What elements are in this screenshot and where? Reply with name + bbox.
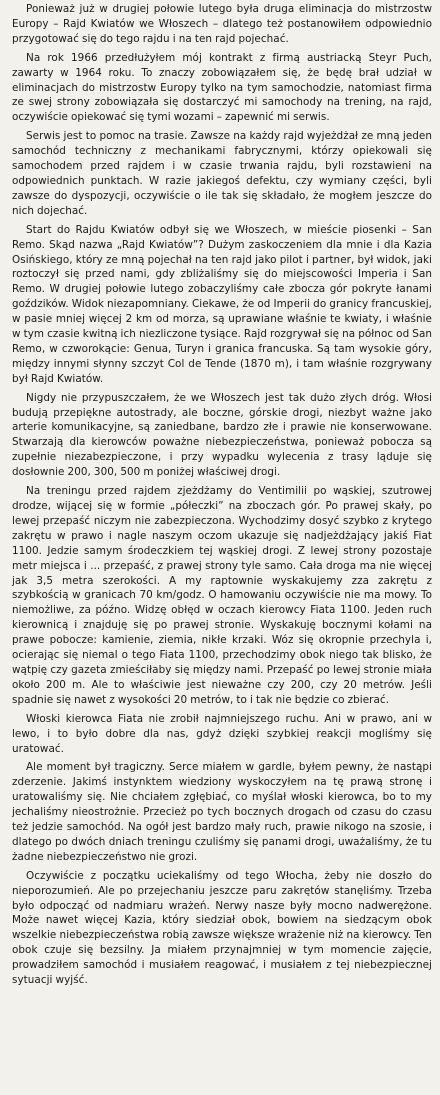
paragraph-1: Ponieważ już w drugiej połowie lutego była druga eliminacja do mistrzostw Europy – Rajd Kwiatów we Włoszech – dlatego też postanowiłem odpowiednio przygotować się do tego rajdu i na ten rajd pojechać. bbox=[12, 3, 432, 45]
paragraph-3: Serwis jest to pomoc na trasie. Zawsze na każdy rajd wyjeżdżał ze mną jeden samochód techniczny z mechanikami fabrycznymi, którzy opiekowali się samochodem przed rajdem i w czasie trwania rajdu, byli rozstawieni na odpowiednich punktach. W razie jakiegoś defektu, czy wymiany części, byli zawsze do dyspozycji, oczywiście o ile tak się składało, że mogłem jeszcze do nich dojechać. bbox=[12, 130, 432, 217]
paragraph-7: Włoski kierowca Fiata nie zrobił najmniejszego ruchu. Ani w prawo, ani w lewo, i to było dobre dla nas, gdyż dzięki szybkiej reakcji mogliśmy się uratować. bbox=[12, 712, 432, 755]
paragraph-5: Nigdy nie przypuszczałem, że we Włoszech jest tak dużo złych dróg. Włosi budują przepiękne autostrady, ale boczne, górskie drogi, niezbyt ważne jako arterie komunikacyjne, są zaniedbane, bardzo złe i prawie nie konserwowane. Stwarzają dla kierowców poważne niebezpieczeństwa, ponieważ pobocza są zupełnie niezabezpieczone, i przy wypadku wylecenia z trasy ląduje się dosłownie 200, 300, 500 m poniżej właściwej drogi. bbox=[12, 391, 432, 479]
paragraph-8: Ale moment był tragiczny. Serce miałem w gardle, byłem pewny, że nastąpi zderzenie. Jakimś instynktem wiedziony wyskoczyłem na tę prawą stronę i uratowaliśmy się. Nie chciałem zgłębiać, co myślał włoski kierowca, bo to my jechaliśmy nieostrożnie. Przecież po tych bocznych drogach od czasu do czasu też jedzie samochód. Na ogół jest bardzo mały ruch, prawie nikogo na szosie, i dlatego po dwóch dniach treningu czuliśmy się panami drogi, uważaliśmy, że tu żadne niebezpieczeństwo nie grozi. bbox=[12, 761, 432, 863]
paragraph-6: Na treningu przed rajdem zjeżdżamy do Ventimilii po wąskiej, szutrowej drodze, wijącej się w formie „półeczki” na zboczach gór. Po prawej skały, po lewej przepaść niczym nie zabezpieczona. Wychodzimy dosyć szybko z krytego zakrętu w prawo i nagle naszym oczom ukazuje się nadjeżdżający jakiś Fiat 1100. Jedzie samym środeczkiem tej wąskiej drogi. Z lewej strony pozostaje metr miejsca i ... przepaść, z prawej strony tyle samo. Cała droga ma nie więcej jak 3,5 metra szerokości. A my raptownie wyskakujemy zza zakrętu z szybkością w granicach 70 km/godz. O hamowaniu oczywiście nie ma mowy. To niemożliwe, za późno. Widzę obłęd w oczach kierowcy Fiata 1100. Jeden ruch kierownicą i znajduję się po prawej stronie. Wyskakuję bocznymi kołami na prawe pobocze: kamienie, ziemia, nikłe krzaki. Wóz się okropnie przechyla i, ocierając się niemal o tego Fiata 1100, przechodzimy obok niego tak blisko, że wątpię czy gazeta zmieściłaby się między nami. Przepaść po lewej stronie miała około 200 m. Ale to właściwie jest nieważne czy 200, czy 20 metrów. Jeśli spadnie się nawet z wysokości 20 metrów, to i tak nie będzie co zbierać. bbox=[12, 485, 432, 706]
paragraph-2: Na rok 1966 przedłużyłem mój kontrakt z firmą austriacką Steyr Puch, zawarty w 1964 roku. To znaczy zobowiązałem się, że będę brał udział w eliminacjach do mistrzostw Europy tylko na tym samochodzie, natomiast firma ze swej strony zobowiązała się dostarczyć mi samochody na trening, na rajd, oczywiście opiekować się tymi wozami – zapewnić mi serwis. bbox=[12, 51, 432, 124]
paragraph-4: Start do Rajdu Kwiatów odbył się we Włoszech, w mieście piosenki – San Remo. Skąd nazwa „Rajd Kwiatów”? Dużym zaskoczeniem dla mnie i dla Kazia Osińskiego, który ze mną pojechał na ten rajd jako pilot i partner, był widok, jaki roztoczył się przed nami, gdy zbliżaliśmy się do miejscowości Imperia i San Remo. W drugiej połowie lutego zobaczyliśmy całe zbocza gór pokryte łanami goździków. Widok niezapomniany. Ciekawe, że od Imperii do granicy francuskiej, w pasie mniej więcej 2 km od morza, są uprawiane właśnie te kwiaty, i właśnie w tym czasie kwitną ich niezliczone tysiące. Rajd rozgrywał się na północ od San Remo, w czworokącie: Genua, Turyn i granica francuska. Są tam wysokie góry, między innymi słynny szczyt Col de Tende (1870 m), i tam właśnie rozgrywany był Rajd Kwiatów. bbox=[12, 223, 432, 385]
paragraph-9: Oczywiście z początku uciekaliśmy od tego Włocha, żeby nie doszło do nieporozumień. Ale po przejechaniu jeszcze paru zakrętów stanęliśmy. Trzeba było odpocząć od nadmiaru wrażeń. Nerwy nasze były mocno nadwerężone. Może nawet więcej Kazia, który siedział obok, bowiem na siedzącym obok wszelkie niebezpieczeństwa robią zawsze większe wrażenie niż na kierowcy. Ten obok czuje się bezsilny. Ja miałem przynajmniej w tym momencie zajęcie, prowadziłem samochód i musiałem reagować, i musiałem z tej niebezpiecznej sytuacji wyjść. bbox=[12, 869, 432, 987]
